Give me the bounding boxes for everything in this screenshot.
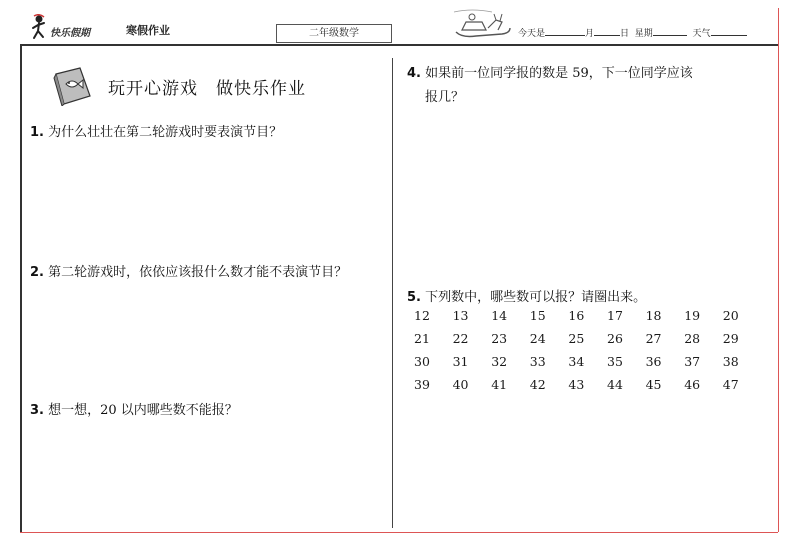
grid-number: 13 [452,308,469,323]
series-title: 寒假作业 [126,24,170,37]
question-1 [30,121,282,140]
grid-number: 20 [722,308,739,323]
grid-number: 27 [645,331,662,346]
question-4-line-1: 如果前一位同学报的数是 59，下一位同学应该 [425,66,693,81]
grid-number: 31 [452,354,469,369]
question-4 [407,62,693,81]
sleigh-icon [452,8,514,40]
grid-number: 19 [684,308,701,323]
grid-number: 34 [568,354,585,369]
grid-number: 36 [645,354,662,369]
grid-number: 26 [607,331,623,346]
question-3-number: 3. [30,403,44,418]
grid-number: 38 [722,354,739,369]
grid-number: 35 [607,354,623,369]
question-1-number: 1. [30,125,44,140]
question-5-text: 下列数中，哪些数可以报？请圈出来。 [425,290,647,305]
header-rule [20,44,778,46]
date-weather-line [518,26,747,39]
grid-number: 39 [414,377,430,392]
question-3-text: 想一想，20 以内哪些数不能报？ [48,403,238,418]
grid-number: 40 [452,377,469,392]
grid-number: 22 [452,331,469,346]
grid-number: 28 [684,331,701,346]
grid-number: 32 [491,354,508,369]
grid-number: 37 [684,354,701,369]
grid-number: 47 [722,377,739,392]
grid-number: 25 [568,331,585,346]
grid-number: 21 [414,331,430,346]
question-2-number: 2. [30,265,44,280]
day-label: 日 [620,29,630,39]
page-border-right [778,8,779,532]
grid-number: 42 [529,377,546,392]
weekday-label: 星期 [634,29,653,39]
day-blank [594,26,620,36]
question-4-continuation: 报几？ [425,90,465,105]
today-label: 今天是 [518,29,546,39]
month-label: 月 [585,29,595,39]
grid-number: 41 [491,377,508,392]
question-1-text: 为什么壮壮在第二轮游戏时要表演节目？ [48,125,283,140]
month-blank [545,26,585,36]
series-script-label: 快乐假期 [50,28,90,39]
weather-label: 天气 [692,29,711,39]
question-2 [30,261,347,280]
column-divider [392,58,393,528]
question-2-text: 第二轮游戏时，依依应该报什么数才能不表演节目？ [48,265,348,280]
grid-number: 23 [491,331,508,346]
grid-number: 16 [568,308,585,323]
grid-number: 18 [645,308,662,323]
grid-number: 33 [529,354,546,369]
question-3 [30,399,238,418]
grid-number: 29 [722,331,739,346]
question-5-number: 5. [407,290,421,305]
weekday-blank [653,26,687,36]
grid-number: 46 [684,377,701,392]
game-book-icon [50,66,94,106]
page-border-left [20,44,22,532]
question-5 [407,286,646,305]
child-running-icon [30,14,50,40]
banner-title: 玩开心游戏 做快乐作业 [108,79,306,99]
grid-number: 24 [529,331,546,346]
grid-number: 30 [414,354,430,369]
weather-blank [711,26,747,36]
grid-number: 45 [645,377,662,392]
grid-number: 12 [414,308,430,323]
series-logo [30,14,170,42]
grade-subject-box: 二年级数学 [276,24,392,43]
question-4-number: 4. [407,66,421,81]
page-border-bottom [20,532,778,533]
grid-number: 15 [529,308,546,323]
grid-number: 14 [491,308,508,323]
grid-number: 43 [568,377,585,392]
grid-number: 44 [607,377,623,392]
grid-number: 17 [607,308,623,323]
